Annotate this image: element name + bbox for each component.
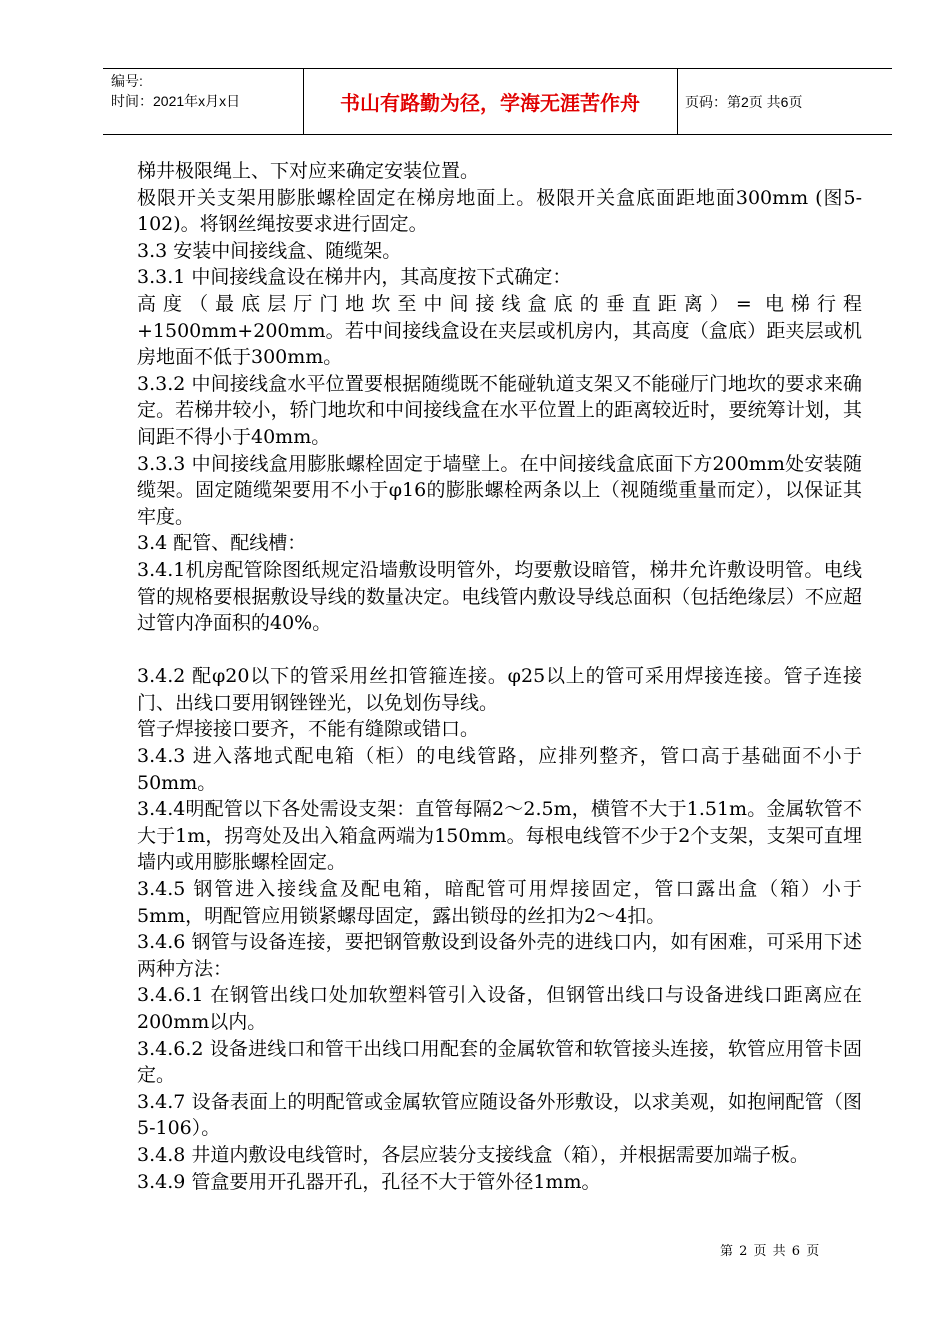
paragraph: 3.4.1机房配管除图纸规定沿墙敷设明管外，均要敷设暗管，梯井允许敷设明管。电线管的规格要根据敷设导线的数量决定。电线管内敷设导线总面积（包括绝缘层）不应超过管内净面积的40%。 xyxy=(137,558,862,635)
page-footer: 第 2 页 共 6 页 xyxy=(720,1244,821,1259)
paragraph: 3.4.4明配管以下各处需设支架：直管每隔2～2.5m，横管不大于1.51m。金属软管不大于1m，拐弯处及出入箱盒两端为150mm。每根电线管不少于2个支架，支架可直埋墙内或用膨胀螺栓固定。 xyxy=(137,798,862,874)
document-body xyxy=(137,158,862,1195)
header-divider-right xyxy=(677,68,678,135)
paragraph: 管子焊接接口要齐，不能有缝隙或错口。 xyxy=(137,718,480,741)
paragraph: 3.4.2 配φ20以下的管采用丝扣管箍连接。φ25以上的管可采用焊接连接。管子连接门、出线口要用钢锉锉光，以免划伤导线。 xyxy=(137,665,862,714)
paragraph: 3.4.5 钢管进入接线盒及配电箱，暗配管可用焊接固定，管口露出盒（箱）小于5mm，明配管应用锁紧螺母固定，露出锁母的丝扣为2～4扣。 xyxy=(137,878,862,927)
paragraph: 高度（最底层厅门地坎至中间接线盒底的垂直距离）= 电梯行程+1500mm+200mm。若中间接线盒设在夹层或机房内，其高度（盒底）距夹层或机房地面不低于300mm。 xyxy=(137,292,862,369)
paragraph: 3.4.3 进入落地式配电箱（柜）的电线管路，应排列整齐，管口高于基础面不小于50mm。 xyxy=(137,745,862,794)
header-meta xyxy=(111,71,240,111)
paragraph: 3.3.2 中间接线盒水平位置要根据随缆既不能碰轨道支架又不能碰厅门地坎的要求来确定。若梯井较小，轿门地坎和中间接线盒在水平位置上的距离较近时，要统筹计划，其间距不得小于40mm。 xyxy=(137,372,862,448)
header-number-label: 编号: xyxy=(111,73,143,89)
header-page-label: 页码：第2页 共6页 xyxy=(685,93,803,110)
paragraph: 3.4.6 钢管与设备连接，要把钢管敷设到设备外壳的进线口内，如有困难，可采用下述两种方法： xyxy=(137,931,862,980)
paragraph: 3.4.8 井道内敷设电线管时，各层应装分支接线盒（箱），并根据需要加端子板。 xyxy=(137,1143,809,1166)
paragraph: 极限开关支架用膨胀螺栓固定在梯房地面上。极限开关盒底面距地面300mm (图5-102)。将钢丝绳按要求进行固定。 xyxy=(137,186,862,236)
paragraph: 3.3.1 中间接线盒设在梯井内，其高度按下式确定： xyxy=(137,266,572,289)
paragraph: 3.4.9 管盒要用开孔器开孔，孔径不大于管外径1mm。 xyxy=(137,1170,601,1193)
paragraph: 3.4.7 设备表面上的明配管或金属软管应随设备外形敷设，以求美观，如抱闸配管（图5-106）。 xyxy=(137,1090,862,1140)
header-time-label: 时间：2021年x月x日 xyxy=(111,93,241,109)
header-motto: 书山有路勤为径，学海无涯苦作舟 xyxy=(340,91,640,115)
paragraph: 3.3 安装中间接线盒、随缆架。 xyxy=(137,239,402,262)
paragraph: 3.3.3 中间接线盒用膨胀螺栓固定于墙壁上。在中间接线盒底面下方200mm处安装随缆架。固定随缆架要用不小于φ16的膨胀螺栓两条以上（视随缆重量而定），以保证其牢度。 xyxy=(137,452,862,528)
paragraph: 3.4.6.2 设备进线口和管干出线口用配套的金属软管和软管接头连接，软管应用管卡固定。 xyxy=(137,1037,862,1087)
page-header xyxy=(103,68,892,135)
blank-line xyxy=(137,637,862,664)
paragraph: 3.4 配管、配线槽： xyxy=(137,532,307,555)
paragraph: 3.4.6.1 在钢管出线口处加软塑料管引入设备，但钢管出线口与设备进线口距离应在200mm以内。 xyxy=(137,984,862,1033)
paragraph: 梯井极限绳上、下对应来确定安装位置。 xyxy=(137,160,480,182)
